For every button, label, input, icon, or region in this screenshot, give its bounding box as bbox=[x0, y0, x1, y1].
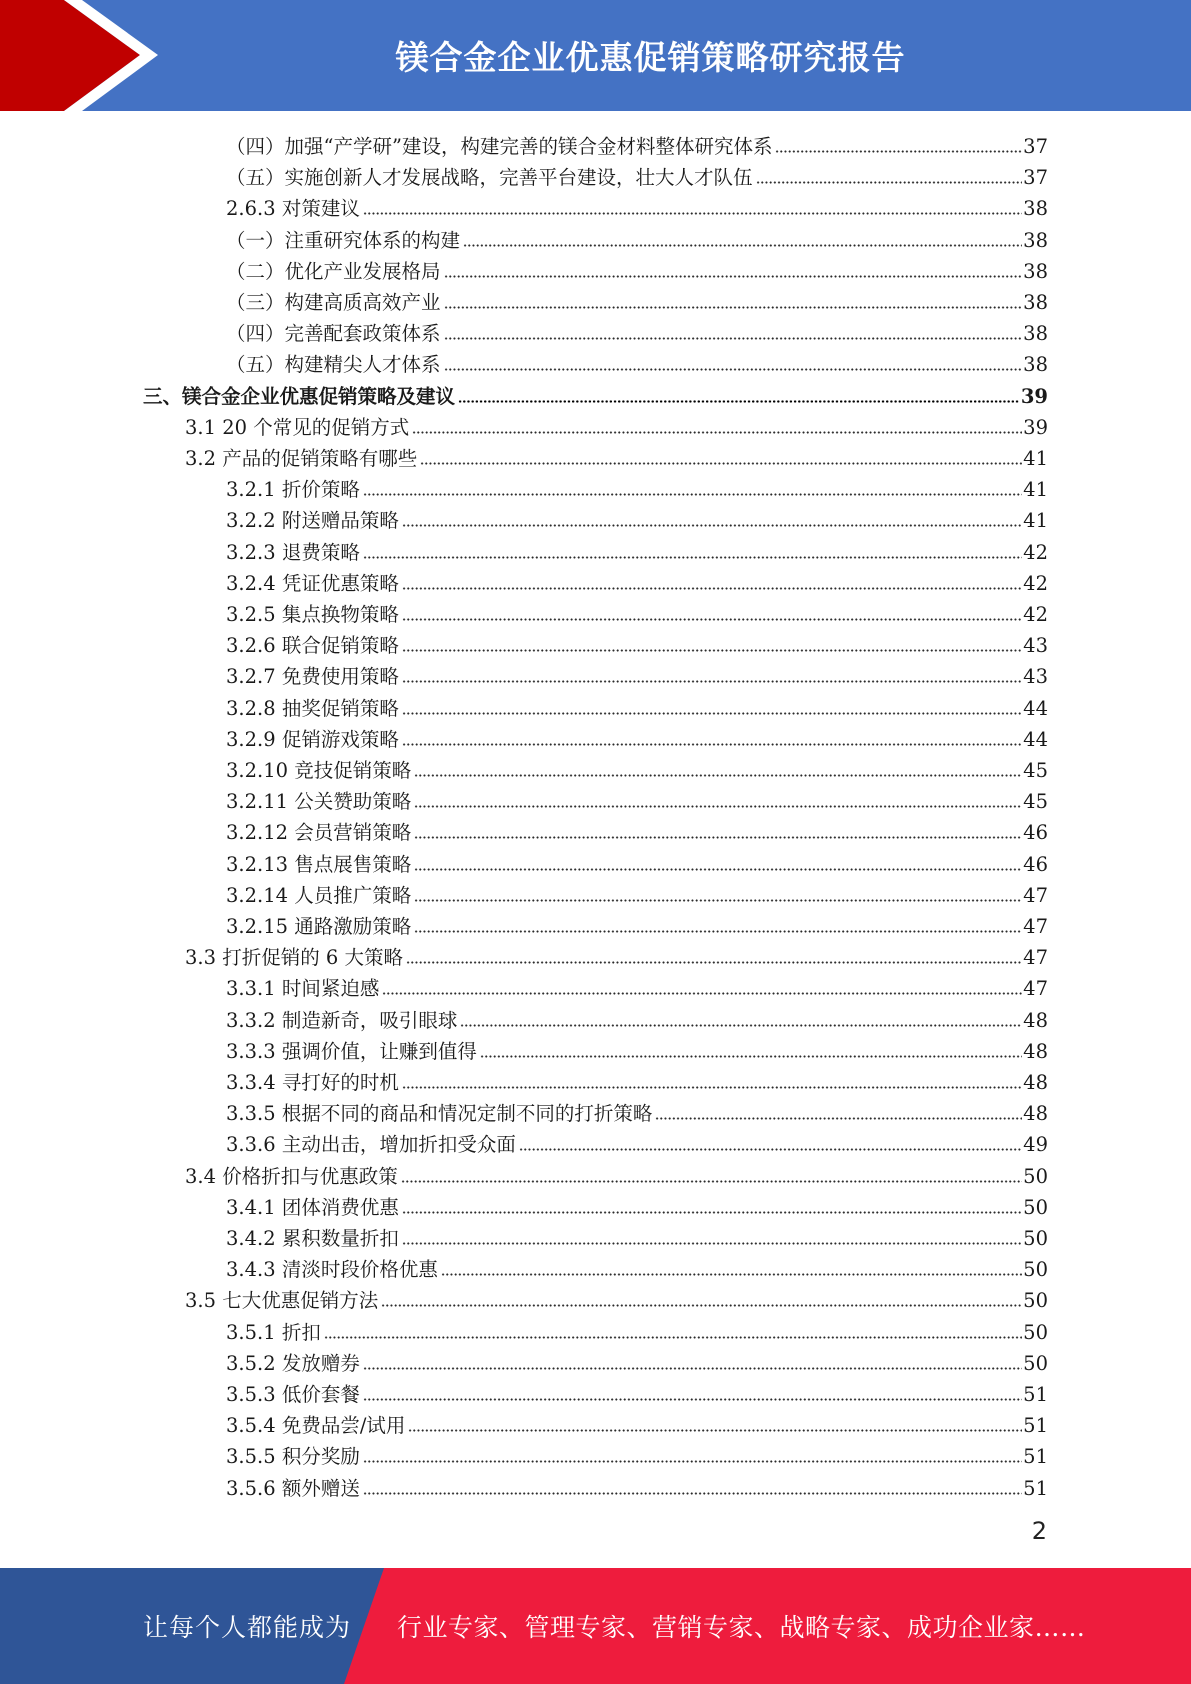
toc-entry[interactable] bbox=[226, 502, 1048, 533]
toc-entry-label: 3.2.8 抽奖促销策略 bbox=[226, 696, 399, 720]
toc-dot-leader bbox=[402, 1065, 1022, 1089]
toc-dot-leader bbox=[402, 597, 1022, 621]
toc-entry[interactable] bbox=[226, 970, 1048, 1001]
toc-entry-label: （五）构建精尖人才体系 bbox=[226, 353, 441, 377]
toc-dot-leader bbox=[363, 1439, 1022, 1463]
toc-entry[interactable] bbox=[226, 690, 1048, 721]
toc-entry-label: （四）完善配套政策体系 bbox=[226, 322, 441, 346]
toc-entry-page-number: 50 bbox=[1023, 1195, 1048, 1219]
toc-entry[interactable] bbox=[185, 409, 1048, 440]
toc-entry[interactable] bbox=[226, 627, 1048, 658]
toc-entry[interactable] bbox=[185, 1158, 1048, 1189]
toc-entry[interactable] bbox=[226, 1095, 1048, 1126]
toc-entry-label: 3.2.5 集点换物策略 bbox=[226, 603, 399, 626]
toc-entry-label: 3.3.3 强调价值，让赚到值得 bbox=[226, 1039, 477, 1063]
page-header bbox=[0, 0, 1191, 111]
toc-entry-label: （二）优化产业发展格局 bbox=[226, 259, 441, 283]
toc-entry-page-number: 47 bbox=[1023, 915, 1048, 938]
toc-dot-leader bbox=[401, 1159, 1022, 1183]
toc-entry-label: 3.3.5 根据不同的商品和情况定制不同的打折策略 bbox=[226, 1102, 653, 1126]
toc-entry[interactable] bbox=[226, 846, 1048, 877]
toc-dot-leader bbox=[402, 659, 1022, 683]
toc-entry[interactable] bbox=[226, 565, 1048, 596]
toc-dot-leader bbox=[775, 129, 1022, 153]
toc-dot-leader bbox=[402, 722, 1022, 746]
toc-entry-page-number: 44 bbox=[1023, 696, 1048, 720]
toc-entry[interactable] bbox=[185, 939, 1048, 970]
toc-dot-leader bbox=[363, 1471, 1022, 1495]
toc-entry-page-number: 48 bbox=[1023, 1071, 1048, 1094]
toc-dot-leader bbox=[408, 1408, 1022, 1432]
toc-entry[interactable] bbox=[226, 534, 1048, 565]
toc-entry-label: 3.2.15 通路激励策略 bbox=[226, 915, 412, 938]
toc-entry[interactable] bbox=[226, 471, 1048, 502]
toc-dot-leader bbox=[655, 1096, 1022, 1120]
toc-entry[interactable] bbox=[226, 1002, 1048, 1033]
toc-entry-page-number: 50 bbox=[1023, 1164, 1048, 1188]
toc-entry[interactable] bbox=[226, 128, 1048, 159]
header-red-chevron bbox=[0, 0, 140, 111]
toc-entry[interactable] bbox=[226, 1220, 1048, 1251]
toc-entry-label: （一）注重研究体系的构建 bbox=[226, 228, 461, 252]
toc-entry-label: 3.3.6 主动出击，增加折扣受众面 bbox=[226, 1133, 516, 1157]
toc-entry[interactable] bbox=[226, 658, 1048, 689]
toc-dot-leader bbox=[363, 472, 1022, 496]
toc-entry-page-number: 45 bbox=[1023, 759, 1048, 782]
document-title: 镁合金企业优惠促销策略研究报告 bbox=[395, 38, 906, 77]
toc-dot-leader bbox=[414, 909, 1022, 933]
toc-entry-page-number: 41 bbox=[1023, 509, 1048, 533]
toc-entry-label: 3.2.1 折价策略 bbox=[226, 478, 360, 502]
toc-entry-page-number: 38 bbox=[1023, 228, 1048, 252]
toc-entry[interactable] bbox=[226, 1407, 1048, 1438]
toc-entry-page-number: 38 bbox=[1023, 322, 1048, 346]
toc-entry-label: （五）实施创新人才发展战略，完善平台建设，壮大人才队伍 bbox=[226, 166, 753, 190]
toc-dot-leader bbox=[480, 1034, 1022, 1058]
toc-entry-page-number: 38 bbox=[1023, 259, 1048, 283]
toc-entry-label: 3.2 产品的促销策略有哪些 bbox=[185, 447, 418, 470]
toc-entry-label: 3.4.1 团体消费优惠 bbox=[226, 1195, 399, 1219]
toc-entry[interactable] bbox=[226, 721, 1048, 752]
toc-entry[interactable] bbox=[226, 1376, 1048, 1407]
toc-entry-page-number: 50 bbox=[1023, 1289, 1048, 1313]
toc-entry-page-number: 48 bbox=[1023, 1008, 1048, 1032]
toc-dot-leader bbox=[414, 847, 1022, 871]
toc-entry-page-number: 50 bbox=[1023, 1227, 1048, 1250]
toc-entry-page-number: 42 bbox=[1023, 603, 1048, 626]
toc-entry-page-number: 51 bbox=[1023, 1445, 1048, 1469]
toc-entry[interactable] bbox=[226, 814, 1048, 845]
toc-entry-label: 3.2.3 退费策略 bbox=[226, 540, 360, 564]
toc-entry-page-number: 47 bbox=[1023, 946, 1048, 970]
toc-dot-leader bbox=[406, 940, 1022, 964]
toc-entry-label: 3.2.11 公关赞助策略 bbox=[226, 790, 412, 814]
footer-slogan-right: 行业专家、管理专家、营销专家、战略专家、成功企业家…… bbox=[397, 1613, 1086, 1642]
toc-entry[interactable] bbox=[226, 908, 1048, 939]
toc-entry-label: 3.2.4 凭证优惠策略 bbox=[226, 571, 399, 595]
toc-entry[interactable] bbox=[226, 190, 1048, 221]
toc-entry[interactable] bbox=[226, 222, 1048, 253]
toc-entry-label: 3.3 打折促销的 6 大策略 bbox=[185, 946, 404, 970]
toc-entry-label: 3.5.5 积分奖励 bbox=[226, 1445, 360, 1469]
toc-entry-label: 3.5.3 低价套餐 bbox=[226, 1383, 360, 1406]
toc-entry-page-number: 38 bbox=[1023, 353, 1048, 377]
toc-dot-leader bbox=[460, 1003, 1022, 1027]
toc-entry[interactable] bbox=[226, 1470, 1048, 1501]
toc-entry[interactable] bbox=[226, 315, 1048, 346]
toc-entry-label: 2.6.3 对策建议 bbox=[226, 197, 360, 221]
toc-entry-page-number: 39 bbox=[1020, 384, 1048, 408]
toc-entry-page-number: 51 bbox=[1023, 1476, 1048, 1500]
toc-entry-page-number: 39 bbox=[1023, 415, 1048, 439]
toc-entry[interactable] bbox=[226, 253, 1048, 284]
toc-entry[interactable] bbox=[143, 378, 1048, 409]
toc-entry-label: 3.4.3 清淡时段价格优惠 bbox=[226, 1258, 438, 1282]
toc-entry-label: 3.2.12 会员营销策略 bbox=[226, 821, 412, 845]
toc-entry[interactable] bbox=[226, 783, 1048, 814]
toc-dot-leader bbox=[414, 784, 1022, 808]
page-footer bbox=[0, 1568, 1191, 1684]
toc-dot-leader bbox=[414, 878, 1022, 902]
toc-entry-label: 3.4.2 累积数量折扣 bbox=[226, 1227, 399, 1250]
toc-dot-leader bbox=[414, 815, 1022, 839]
toc-entry[interactable] bbox=[226, 877, 1048, 908]
toc-entry-label: （三）构建高质高效产业 bbox=[226, 291, 441, 314]
footer-slogan-left: 让每个人都能成为 bbox=[143, 1613, 352, 1642]
toc-entry-page-number: 50 bbox=[1023, 1351, 1048, 1375]
toc-entry-page-number: 50 bbox=[1023, 1258, 1048, 1282]
toc-entry-page-number: 41 bbox=[1023, 478, 1048, 502]
toc-entry[interactable] bbox=[226, 159, 1048, 190]
toc-entry-label: 3.5.1 折扣 bbox=[226, 1320, 321, 1344]
toc-entry-page-number: 46 bbox=[1023, 821, 1048, 845]
toc-entry-label: 3.1 20 个常见的促销方式 bbox=[185, 415, 410, 439]
toc-entry[interactable] bbox=[226, 1126, 1048, 1157]
toc-dot-leader bbox=[444, 285, 1023, 309]
toc-entry[interactable] bbox=[226, 1033, 1048, 1064]
toc-entry-page-number: 48 bbox=[1023, 1039, 1048, 1063]
toc-dot-leader bbox=[402, 1190, 1022, 1214]
toc-dot-leader bbox=[402, 628, 1022, 652]
toc-entry-page-number: 47 bbox=[1023, 883, 1048, 907]
toc-dot-leader bbox=[458, 379, 1020, 403]
toc-entry[interactable] bbox=[226, 346, 1048, 377]
toc-entry-label: 3.2.13 售点展售策略 bbox=[226, 852, 412, 876]
toc-entry-label: 3.3.4 寻打好的时机 bbox=[226, 1071, 399, 1094]
toc-entry-page-number: 41 bbox=[1023, 447, 1048, 470]
toc-dot-leader bbox=[441, 1252, 1022, 1276]
toc-entry-label: 3.5.4 免费品尝/试用 bbox=[226, 1414, 406, 1438]
toc-dot-leader bbox=[414, 753, 1022, 777]
toc-entry-label: 3.2.7 免费使用策略 bbox=[226, 665, 399, 689]
toc-entry-page-number: 45 bbox=[1023, 790, 1048, 814]
toc-entry-page-number: 50 bbox=[1023, 1320, 1048, 1344]
toc-entry[interactable] bbox=[226, 284, 1048, 315]
toc-entry-label: 3.4 价格折扣与优惠政策 bbox=[185, 1164, 398, 1188]
toc-dot-leader bbox=[363, 535, 1022, 559]
toc-entry[interactable] bbox=[226, 1345, 1048, 1376]
toc-entry-label: 3.3.2 制造新奇，吸引眼球 bbox=[226, 1008, 458, 1032]
toc-dot-leader bbox=[444, 254, 1023, 278]
toc-dot-leader bbox=[363, 1346, 1022, 1370]
toc-dot-leader bbox=[444, 347, 1023, 371]
toc-entry-label: 3.5.6 额外赠送 bbox=[226, 1476, 360, 1500]
toc-entry-page-number: 38 bbox=[1023, 291, 1048, 314]
toc-dot-leader bbox=[444, 316, 1023, 340]
toc-entry-label: 三、镁合金企业优惠促销策略及建议 bbox=[143, 384, 456, 408]
toc-entry-page-number: 42 bbox=[1023, 540, 1048, 564]
toc-entry[interactable] bbox=[185, 1282, 1048, 1313]
toc-entry-page-number: 47 bbox=[1023, 977, 1048, 1001]
toc-entry-page-number: 42 bbox=[1023, 571, 1048, 595]
toc-entry-label: 3.2.9 促销游戏策略 bbox=[226, 727, 399, 751]
toc-entry-label: （四）加强“产学研”建设，构建完善的镁合金材料整体研究体系 bbox=[226, 135, 773, 158]
toc-entry-page-number: 43 bbox=[1023, 634, 1048, 658]
toc-entry[interactable] bbox=[226, 1314, 1048, 1345]
toc-entry-page-number: 48 bbox=[1023, 1102, 1048, 1126]
toc-dot-leader bbox=[402, 691, 1022, 715]
toc-entry-label: 3.2.14 人员推广策略 bbox=[226, 883, 412, 907]
toc-entry-label: 3.2.10 竞技促销策略 bbox=[226, 759, 412, 782]
toc-entry-page-number: 46 bbox=[1023, 852, 1048, 876]
toc-dot-leader bbox=[420, 441, 1022, 465]
toc-entry-label: 3.5.2 发放赠券 bbox=[226, 1351, 360, 1375]
toc-entry-label: 3.5 七大优惠促销方法 bbox=[185, 1289, 379, 1313]
document-title-container bbox=[150, 0, 1191, 111]
toc-dot-leader bbox=[402, 566, 1022, 590]
toc-entry[interactable] bbox=[185, 440, 1048, 471]
toc-dot-leader bbox=[463, 223, 1022, 247]
toc-entry-page-number: 43 bbox=[1023, 665, 1048, 689]
toc-entry-page-number: 37 bbox=[1023, 135, 1048, 158]
toc-entry-page-number: 37 bbox=[1023, 166, 1048, 190]
toc-entry-page-number: 38 bbox=[1023, 197, 1048, 221]
page-number: 2 bbox=[1031, 1517, 1047, 1545]
toc-dot-leader bbox=[363, 191, 1022, 215]
toc-entry[interactable] bbox=[226, 1189, 1048, 1220]
toc-entry-page-number: 51 bbox=[1023, 1383, 1048, 1406]
toc-dot-leader bbox=[519, 1127, 1022, 1151]
toc-dot-leader bbox=[381, 1283, 1022, 1307]
toc-entry[interactable] bbox=[226, 752, 1048, 783]
toc-dot-leader bbox=[324, 1315, 1022, 1339]
toc-entry-label: 3.3.1 时间紧迫感 bbox=[226, 977, 380, 1001]
toc-dot-leader bbox=[756, 160, 1023, 184]
toc-entry-label: 3.2.6 联合促销策略 bbox=[226, 634, 399, 658]
toc-entry-page-number: 51 bbox=[1023, 1414, 1048, 1438]
toc-entry[interactable] bbox=[226, 1251, 1048, 1282]
toc-dot-leader bbox=[363, 1377, 1022, 1401]
toc-entry[interactable] bbox=[226, 1064, 1048, 1095]
toc-entry-page-number: 44 bbox=[1023, 727, 1048, 751]
toc-dot-leader bbox=[402, 1221, 1022, 1245]
toc-entry-page-number: 49 bbox=[1023, 1133, 1048, 1157]
toc-entry-label: 3.2.2 附送赠品策略 bbox=[226, 509, 399, 533]
toc-dot-leader bbox=[402, 503, 1022, 527]
toc-entry[interactable] bbox=[226, 1438, 1048, 1469]
toc-dot-leader bbox=[412, 410, 1022, 434]
toc-dot-leader bbox=[382, 971, 1022, 995]
toc-entry[interactable] bbox=[226, 596, 1048, 627]
